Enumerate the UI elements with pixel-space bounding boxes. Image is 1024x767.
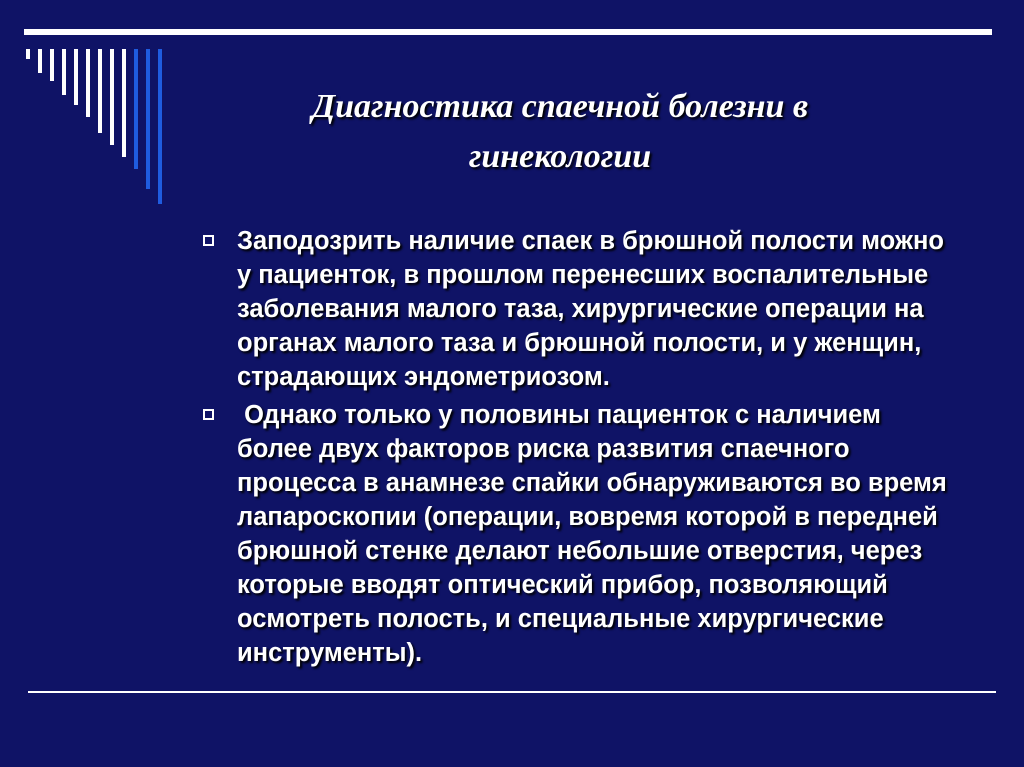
stripe-10	[134, 49, 138, 169]
stripe-11	[146, 49, 150, 189]
bullet-text: Однако только у половины пациенток с наличием более двух факторов риска развития спаечного процесса в анамнезе спайки обнаруживаются во время лапароскопии (операции, вовремя которой в передней брюшной стенке делают небольшие отверстия, через которые вводят оптический прибор, позволяющий осмотреть полость, и специальные хирургические инструменты).	[237, 401, 954, 667]
stripe-7	[98, 49, 102, 133]
bullet-text: Заподозрить наличие спаек в брюшной полости можно у пациенток, в прошлом перенесших воспалительные заболевания малого таза, хирургические операции на органах малого таза и брюшной полости, и у женщин, страдающих эндометриозом.	[237, 227, 944, 391]
stripe-4	[62, 49, 66, 95]
slide-title: Диагностика спаечной болезни в гинекологии	[311, 88, 809, 175]
bullet-item	[200, 224, 960, 394]
bottom-rule	[28, 691, 996, 693]
hollow-square-bullet-icon	[203, 235, 214, 246]
stripe-1	[26, 49, 30, 59]
stripe-8	[110, 49, 114, 145]
decorative-stripes	[0, 0, 200, 220]
stripe-3	[50, 49, 54, 81]
stripe-2	[38, 49, 42, 73]
bullet-item	[200, 398, 960, 670]
hollow-square-bullet-icon	[203, 409, 214, 420]
bullet-list	[200, 224, 960, 670]
stripe-6	[86, 49, 90, 117]
stripe-12	[158, 49, 162, 204]
stripe-9	[122, 49, 126, 157]
stripe-5	[74, 49, 78, 105]
